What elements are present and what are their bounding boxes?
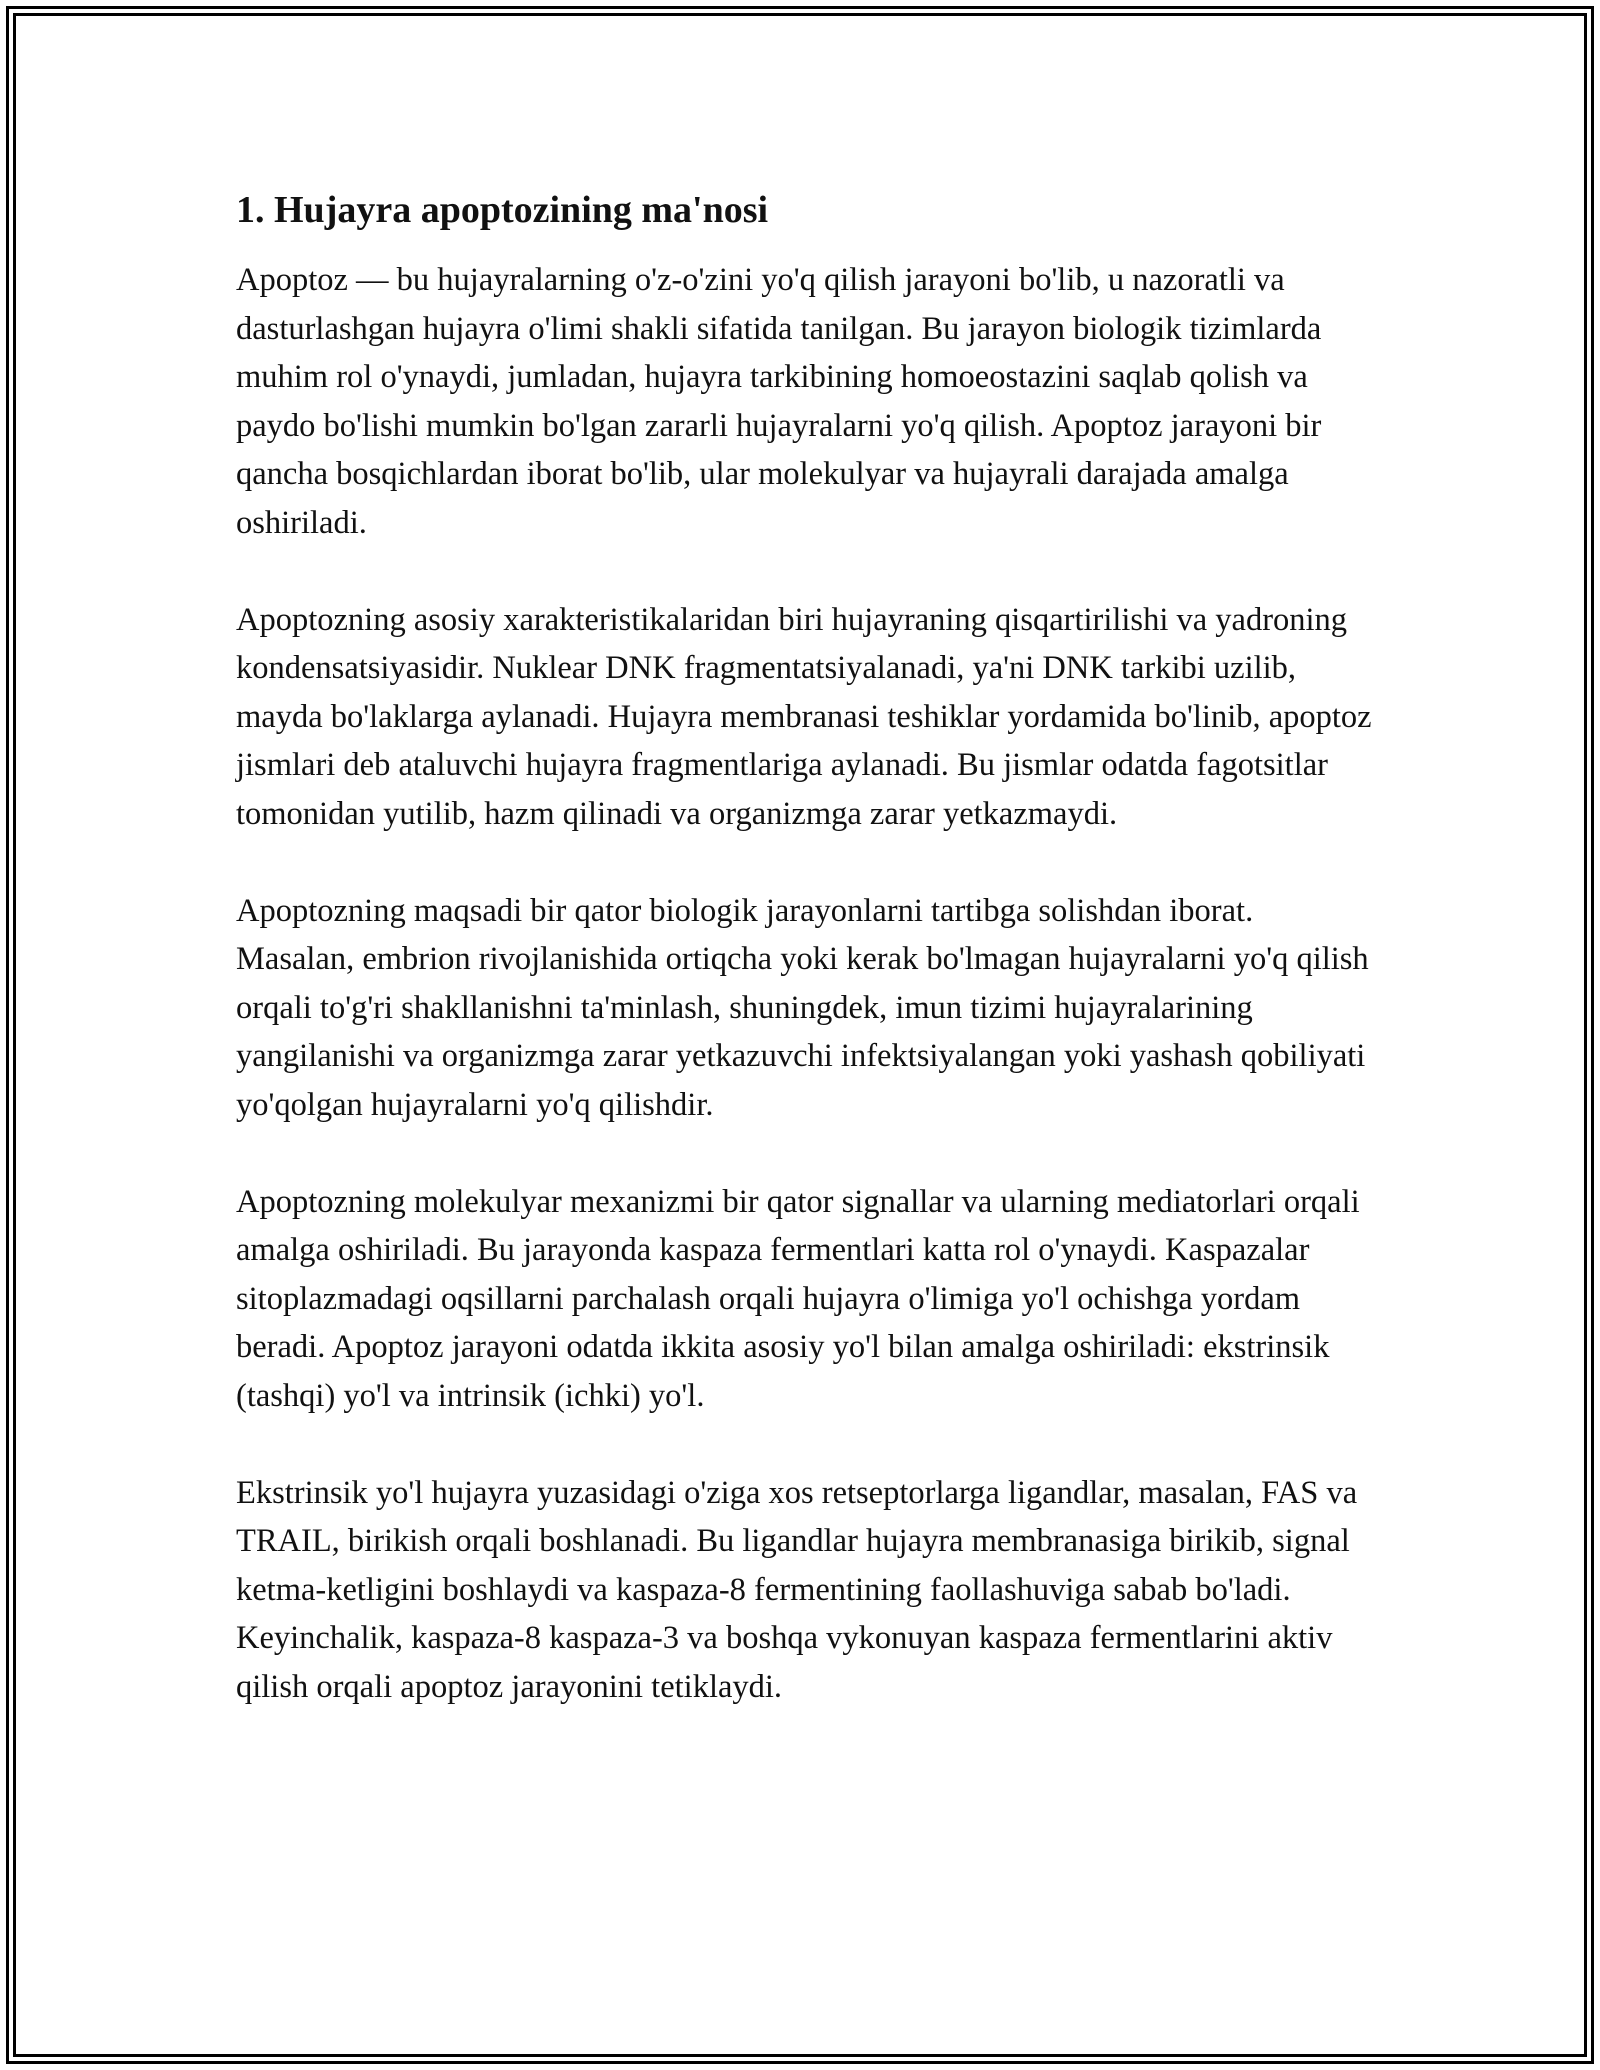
paragraph-definition: Apoptoz — bu hujayralarning o'z-o'zini yo'q qilish jarayoni bo'lib, u nazoratli va dasturlashgan hujayra o'limi shakli sifatida tanilgan. Bu jarayon biologik tizimlarda muhim rol o'ynaydi, jumladan, hujayra tarkibining homoeostazini saqlab qolish va paydo bo'lishi mumkin bo'lgan zararli hujayralarni yo'q qilish. Apoptoz jarayoni bir qancha bosqichlardan iborat bo'lib, ular molekulyar va hujayrali darajada amalga oshiriladi. [236, 262, 1322, 541]
paragraph-purpose: Apoptozning maqsadi bir qator biologik jarayonlarni tartibga solishdan iborat. Masalan, embrion rivojlanishida ortiqcha yoki kerak bo'lmagan hujayralarni yo'q qilish orqali to'g'ri shakllanishni ta'minlash, shuningdek, imun tizimi hujayralarining yangilanishi va organizmga zarar yetkazuvchi infektsiyalangan yoki yashash qobiliyati yo'qolgan hujayralarni yo'q qilishdir. [236, 892, 1369, 1123]
document-body [236, 186, 1376, 1760]
paragraph-extrinsic-pathway: Ekstrinsik yo'l hujayra yuzasidagi o'ziga xos retseptorlarga ligandlar, masalan, FAS va TRAIL, birikish orqali boshlanadi. Bu ligandlar hujayra membranasiga birikib, signal ketma-ketligini boshlaydi va kaspaza-8 fermentining faollashuviga sabab bo'ladi. Keyinchalik, kaspaza-8 kaspaza-3 va boshqa vykonuyan kaspaza fermentlarini aktiv qilish orqali apoptoz jarayonini tetiklaydi. [236, 1474, 1358, 1705]
section-heading: 1. Hujayra apoptozining ma'nosi [236, 189, 769, 231]
paragraph-characteristics: Apoptozning asosiy xarakteristikalaridan biri hujayraning qisqartirilishi va yadroning kondensatsiyasidir. Nuklear DNK fragmentatsiyalanadi, ya'ni DNK tarkibi uzilib, mayda bo'laklarga aylanadi. Hujayra membranasi teshiklar yordamida bo'linib, apoptoz jismlari deb ataluvchi hujayra fragmentlariga aylanadi. Bu jismlar odatda fagotsitlar tomonidan yutilib, hazm qilinadi va organizmga zarar yetkazmaydi. [236, 601, 1372, 832]
paragraph-mechanism: Apoptozning molekulyar mexanizmi bir qator signallar va ularning mediatorlari orqali amalga oshiriladi. Bu jarayonda kaspaza fermentlari katta rol o'ynaydi. Kaspazalar sitoplazmadagi oqsillarni parchalash orqali hujayra o'limiga yo'l ochishga yordam beradi. Apoptoz jarayoni odatda ikkita asosiy yo'l bilan amalga oshiriladi: ekstrinsik (tashqi) yo'l va intrinsik (ichki) yo'l. [236, 1183, 1360, 1414]
